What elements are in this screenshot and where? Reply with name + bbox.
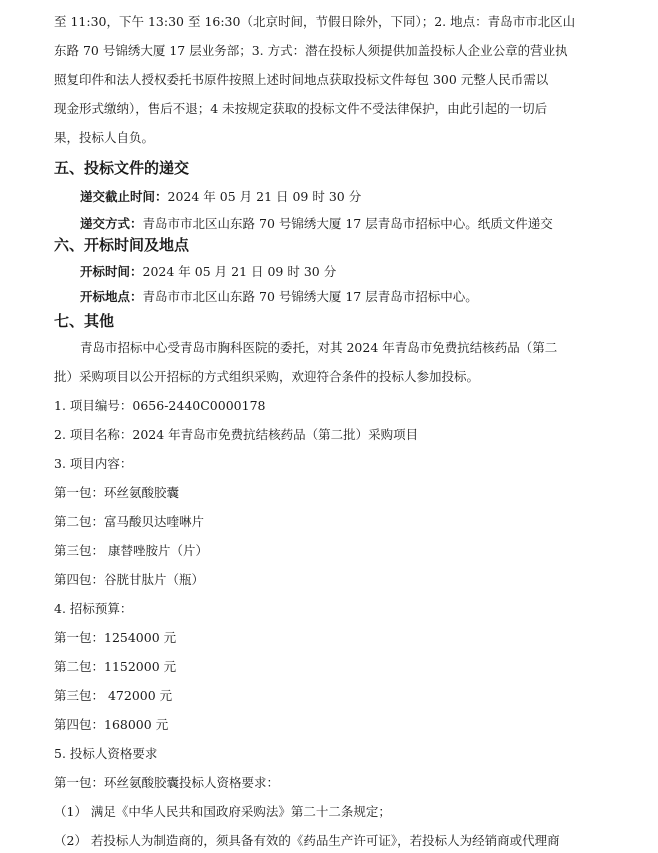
submission-method-value: 青岛市市北区山东路 70 号锦绣大厦 17 层青岛市招标中心。纸质文件递交 <box>142 216 553 231</box>
budget-item: 第四包：168000 元 <box>54 717 169 732</box>
intro-line-2: 东路 70 号锦绣大厦 17 层业务部；3. 方式：潜在投标人须提供加盖投标人企业公章的营业执 <box>54 43 568 58</box>
package-item: 第一包：环丝氨酸胶囊 <box>54 485 180 500</box>
project-number: 1. 项目编号：0656-2440C0000178 <box>54 398 266 413</box>
opening-time-label: 开标时间： <box>80 264 143 279</box>
package-item: 第四包：谷胱甘肽片（瓶） <box>54 572 205 587</box>
qualification-package-1: 第一包：环丝氨酸胶囊投标人资格要求： <box>54 775 280 790</box>
submission-deadline <box>80 189 361 205</box>
project-name: 2. 项目名称：2024 年青岛市免费抗结核药品（第二批）采购项目 <box>54 427 419 442</box>
budget-heading: 4. 招标预算： <box>54 601 133 616</box>
opening-place <box>80 289 478 305</box>
budget-item: 第二包：1152000 元 <box>54 659 177 674</box>
submission-deadline-value: 2024 年 05 月 21 日 09 时 30 分 <box>167 189 362 204</box>
qualification-item-1: （1） 满足《中华人民共和国政府采购法》第二十二条规定； <box>54 804 391 819</box>
section-7-para-line-1: 青岛市招标中心受青岛市胸科医院的委托，对其 2024 年青岛市免费抗结核药品（第二 <box>80 340 558 355</box>
section-5-title: 五、投标文件的递交 <box>54 159 190 177</box>
opening-time <box>80 264 336 280</box>
opening-place-label: 开标地点： <box>80 289 143 304</box>
section-7-para-line-2: 批）采购项目以公开招标的方式组织采购，欢迎符合条件的投标人参加投标。 <box>54 369 480 384</box>
opening-place-value: 青岛市市北区山东路 70 号锦绣大厦 17 层青岛市招标中心。 <box>142 289 478 304</box>
qualification-item-2: （2） 若投标人为制造商的，须具备有效的《药品生产许可证》，若投标人为经销商或代理商 <box>54 833 560 848</box>
submission-deadline-label: 递交截止时间： <box>80 189 168 204</box>
submission-method <box>80 216 553 232</box>
budget-item: 第一包：1254000 元 <box>54 630 177 645</box>
intro-line-3: 照复印件和法人授权委托书原件按照上述时间地点获取投标文件每包 300 元整人民币需以 <box>54 72 549 87</box>
budget-item: 第三包： 472000 元 <box>54 688 173 703</box>
package-item: 第三包： 康替唑胺片（片） <box>54 543 208 558</box>
section-6-title: 六、开标时间及地点 <box>54 236 190 254</box>
qualification-heading: 5. 投标人资格要求 <box>54 746 158 761</box>
project-content-heading: 3. 项目内容： <box>54 456 133 471</box>
section-7-title: 七、其他 <box>54 312 115 330</box>
opening-time-value: 2024 年 05 月 21 日 09 时 30 分 <box>142 264 337 279</box>
intro-line-5: 果，投标人自负。 <box>54 130 155 145</box>
submission-method-label: 递交方式： <box>80 216 143 231</box>
intro-line-1: 至 11:30，下午 13:30 至 16:30（北京时间，节假日除外，下同）；2. 地点：青岛市市北区山 <box>54 14 576 29</box>
intro-line-4: 现金形式缴纳），售后不退；4 未按规定获取的投标文件不受法律保护，由此引起的一切后 <box>54 101 548 116</box>
package-item: 第二包：富马酸贝达喹啉片 <box>54 514 205 529</box>
